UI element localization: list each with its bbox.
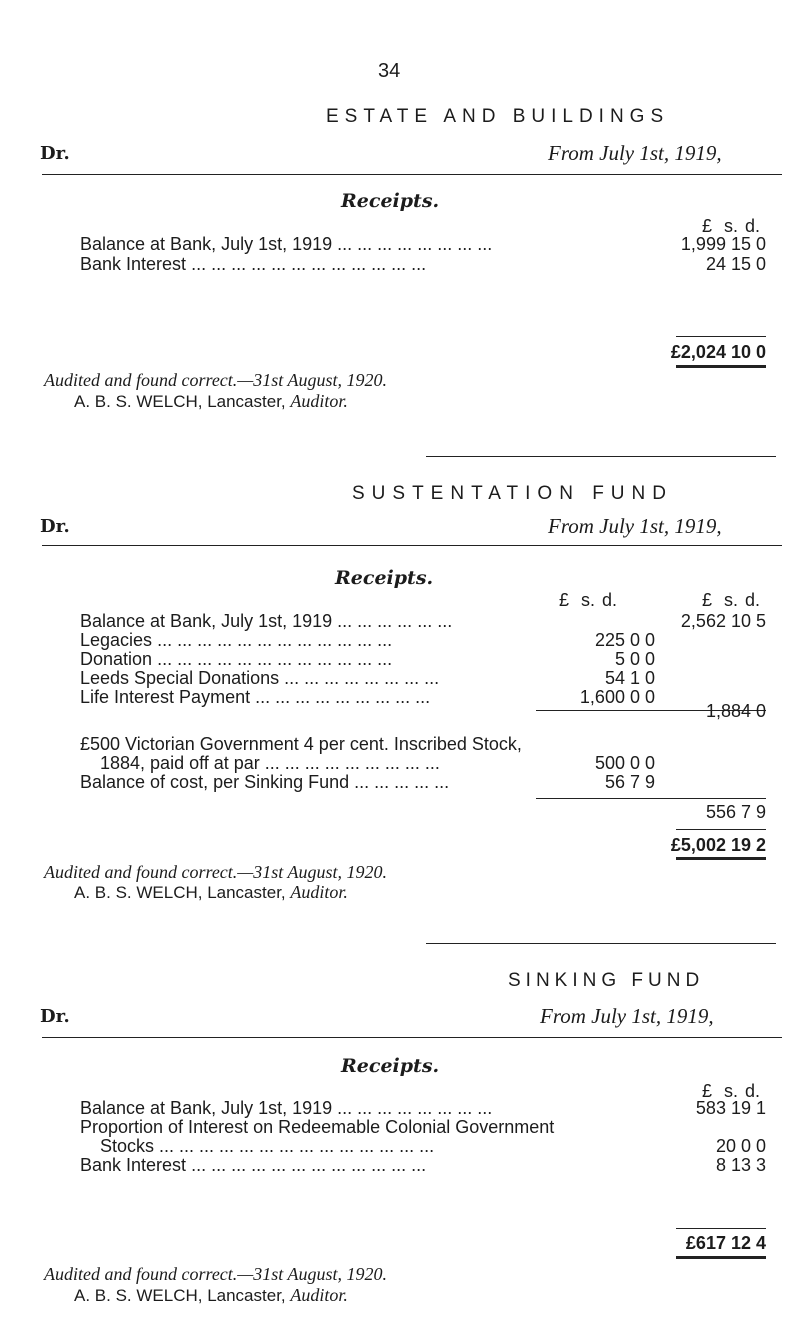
total-rule-bottom [676,1256,766,1259]
ledger-row: Stocks ... ... ... ... ... ... ... ... ... ... ... ... ... ... [100,1136,435,1156]
receipts-heading: Receipts. [341,190,440,212]
section-title: SINKING FUND [508,970,705,991]
ledger-row: Legacies ... ... ... ... ... ... ... ... ... ... ... ... [80,630,393,650]
total-amount: £2,024 10 0 [670,342,766,362]
audit-statement: Audited and found correct.—31st August, 1920. [44,862,387,882]
currency-header-outer: £ s. d. [701,590,760,610]
total-rule-top [676,829,766,830]
ledger-row: Balance at Bank, July 1st, 1919 ... ... ... ... ... ... ... ... [80,1098,493,1118]
ledger-row: Donation ... ... ... ... ... ... ... ... ... ... ... ... [80,649,393,669]
from-date: From July 1st, 1919, [548,141,722,165]
total-rule-bottom [676,365,766,368]
row-amount: 1,999 15 0 [680,234,766,254]
audit-statement: Audited and found correct.—31st August, 1920. [44,1264,387,1284]
currency-header-inner: £ s. d. [558,590,617,610]
auditor-signature: A. B. S. WELCH, Lancaster, Auditor. [74,882,348,902]
section-title: SUSTENTATION FUND [352,483,673,504]
dr-label: Dr. [40,143,70,164]
audit-statement: Audited and found correct.—31st August, 1920. [44,370,387,390]
row-amount: 20 0 0 [715,1136,766,1156]
from-date: From July 1st, 1919, [548,514,722,538]
dr-label: Dr. [40,1006,70,1027]
section-divider [426,456,776,457]
row-amount: 500 0 0 [594,753,655,773]
section-top-rule [42,174,782,175]
ledger-row: £500 Victorian Government 4 per cent. Inscribed Stock, [80,734,522,754]
section-divider [426,943,776,944]
ledger-row: Proportion of Interest on Redeemable Colonial Government [80,1117,555,1137]
row-amount: 56 7 9 [604,772,655,792]
subtotal-amount: 1,884 0 [705,701,766,721]
ledger-row: 1884, paid off at par ... ... ... ... ... ... ... ... ... [100,753,440,773]
ledger-row: Balance of cost, per Sinking Fund ... ... ... ... ... [80,772,450,792]
auditor-signature: A. B. S. WELCH, Lancaster, Auditor. [74,1285,348,1305]
currency-header: £ s. d. [701,1081,760,1101]
dr-label: Dr. [40,516,70,537]
row-amount: 225 0 0 [594,630,655,650]
row-amount: 2,562 10 5 [680,611,766,631]
subtotal-rule [536,798,766,799]
ledger-row: Balance at Bank, July 1st, 1919 ... ... ... ... ... ... [80,611,453,631]
total-amount: £617 12 4 [685,1233,766,1253]
page-number: 34 [378,60,401,82]
total-amount: £5,002 19 2 [670,835,766,855]
ledger-row [80,234,492,255]
total-rule-bottom [676,857,766,860]
total-rule-top [676,1228,766,1229]
section-top-rule [42,545,782,546]
section-title: ESTATE AND BUILDINGS [326,106,670,127]
row-amount: 24 15 0 [705,254,766,274]
receipts-heading: Receipts. [341,1055,440,1077]
from-date: From July 1st, 1919, [540,1004,714,1028]
section-top-rule [42,1037,782,1038]
shilling-header: s. [723,216,738,236]
auditor-signature: A. B. S. WELCH, Lancaster, Auditor. [74,391,348,411]
row-label: Bank Interest [80,254,187,274]
row-amount: 54 1 0 [604,668,655,688]
row-leader-dots: ... ... ... ... ... ... ... ... [332,234,493,254]
pound-header: £ [701,216,712,236]
row-amount: 1,600 0 0 [579,687,655,707]
ledger-row: Bank Interest ... ... ... ... ... ... ... ... ... ... ... ... [80,1155,427,1175]
row-label: Balance at Bank, July 1st, 1919 [80,234,333,254]
subtotal-amount: 556 7 9 [705,802,766,822]
pence-header: d. [744,216,760,236]
row-leader-dots: ... ... ... ... ... ... ... ... ... ... ... ... [186,254,427,274]
total-rule-top [676,336,766,337]
row-amount: 8 13 3 [715,1155,766,1175]
ledger-row: Leeds Special Donations ... ... ... ... ... ... ... ... [80,668,440,688]
row-amount: 583 19 1 [695,1098,766,1118]
ledger-row: Life Interest Payment ... ... ... ... ... ... ... ... ... [80,687,431,707]
ledger-row [80,254,426,275]
row-amount: 5 0 0 [614,649,655,669]
receipts-heading: Receipts. [335,567,434,589]
